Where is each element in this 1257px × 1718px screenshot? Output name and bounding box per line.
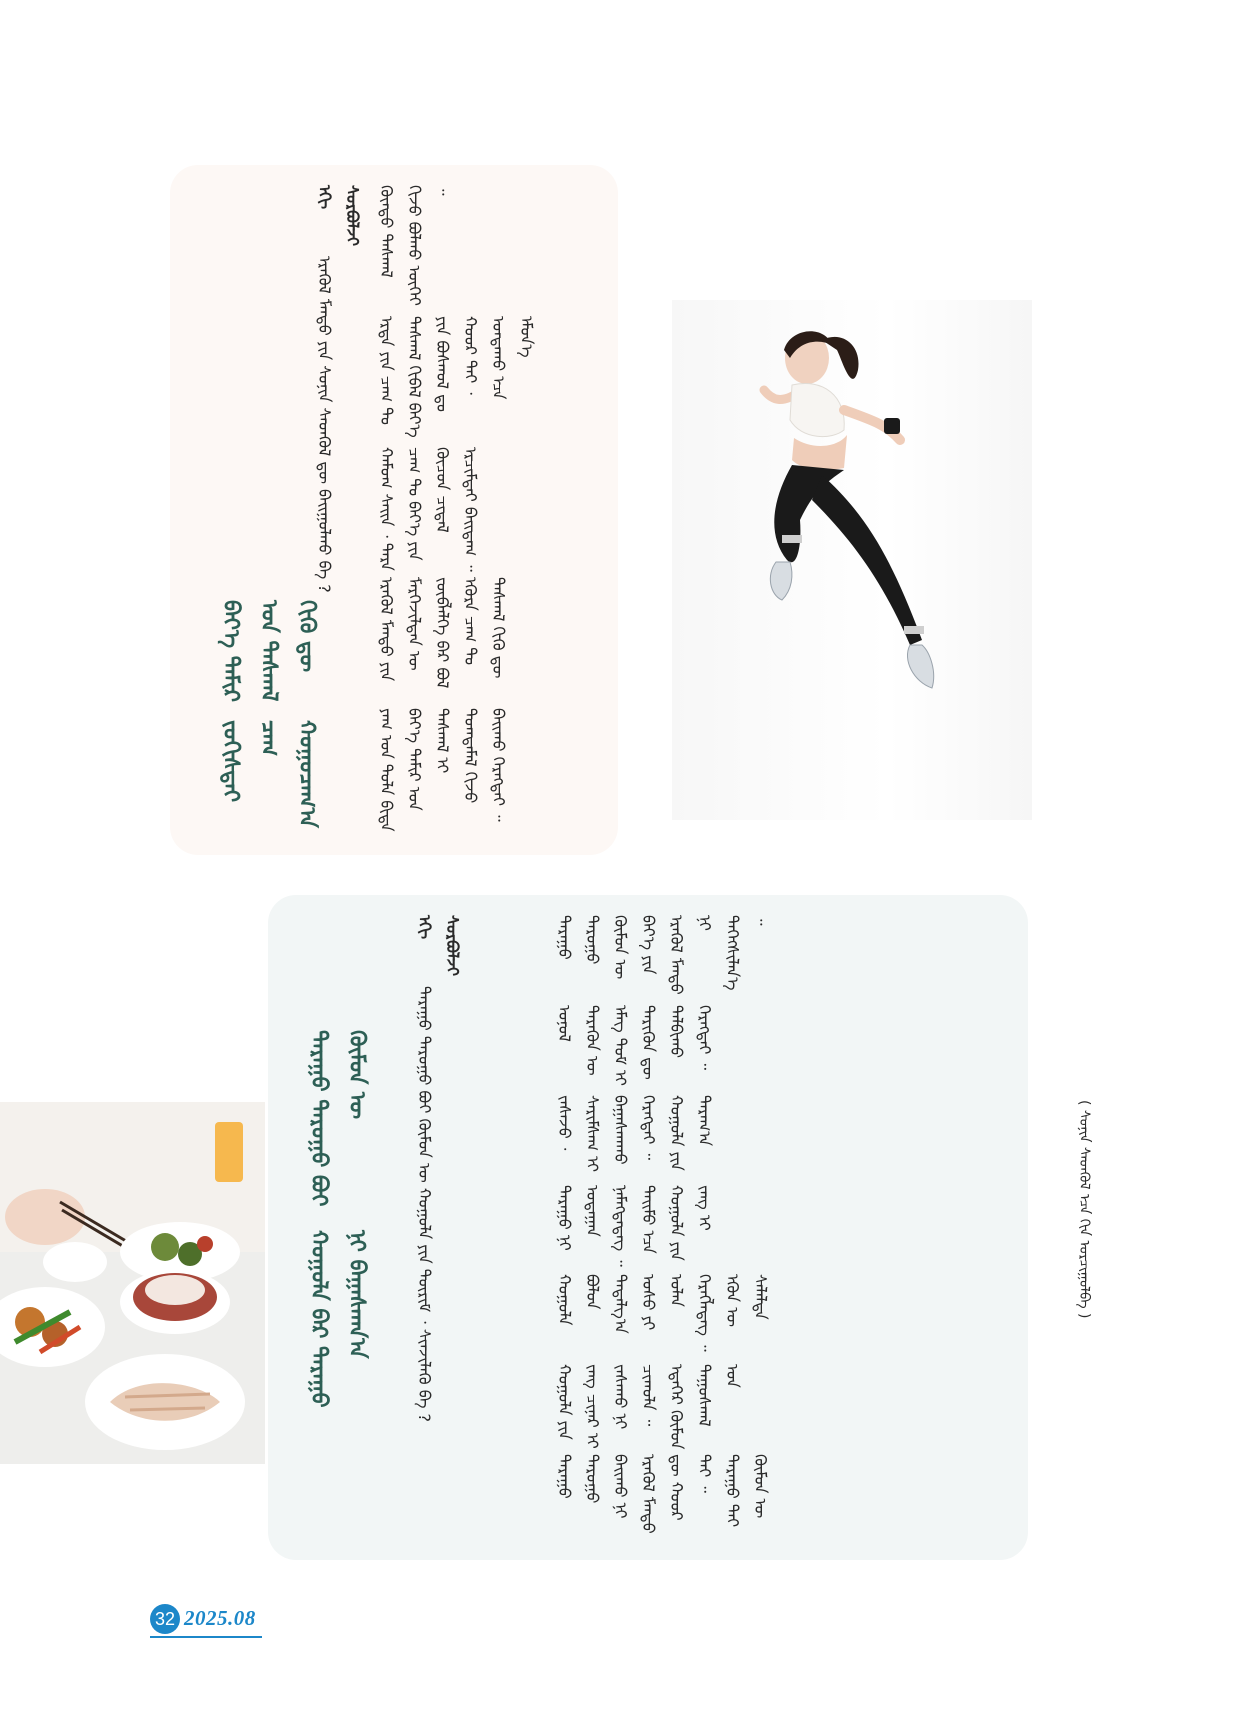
page-number-badge: [150, 1604, 180, 1634]
top-title-line-2: ᠵᠣᠬᠢᠰᠲᠠᠢ ᠴᠠᠭ ᠬᠤᠭᠤᠴᠠᠭ᠎ᠠ: [218, 720, 320, 828]
runner-photo: [672, 300, 1032, 820]
bottom-paragraph-line: ᠣᠨᠤᠯ ᠲᠡᠷᠡᠭᠦᠨ ᠦ ᠡᠮᠡᠭ ᠳᠣᠮ ᠢ ᠲᠡᠷᠢᠭᠦᠨ ᠳᠦ ᠲᠠᠯᠪᠢᠬᠤ ᠬᠡᠷᠡᠭᠲᠡᠢ ᠃: [555, 1004, 714, 1086]
top-paragraph-line: ᠶᠠᠭ ᠤᠨ ᠲᠤᠯᠠ ᠪᠢᠳᠡ ᠪᠡᠶ᠎ᠡ ᠲᠠᠮᠢᠷ ᠤᠨ ᠳᠠᠰᠬᠠᠯ ᠢ ᠲᠣᠭᠲᠠᠮᠠᠯ ᠬᠢᠵᠦ ᠪᠠᠢᠬᠤ ᠬᠡᠷᠡᠭᠲᠡᠢ ᠃: [377, 708, 508, 832]
top-paragraph-line: ᠬᠦᠨᠳᠦ ᠳᠠᠰᠬᠠᠯ ᠬᠢᠵᠦ ᠪᠣᠯᠬᠤ ᠦᠭᠡᠢ ᠃: [377, 185, 452, 306]
food-illustration: [0, 1102, 265, 1464]
footer-rule: [150, 1636, 262, 1638]
food-photo: [0, 1102, 265, 1464]
bottom-article-title: [300, 1030, 376, 1430]
bottom-paragraph-line: ᠬᠣᠭᠤᠯᠠ ᠶᠢᠨ ᠵᠠᠩ ᠴᠢᠨᠠᠷ ᠢ ᠵᠠᠰᠠᠬᠤ ᠨᠢ ᠴᠢᠬᠤᠯᠠ ᠃ ᠡᠳᠡᠭᠡᠷ ᠬᠦᠮᠦᠨ ᠳᠠᠭᠤᠰᠬᠠᠯ ᠤᠨ: [555, 1364, 742, 1450]
top-title-line-1: ᠪᠡᠶ᠎ᠡ ᠲᠠᠮᠢᠷ ᠤᠨ ᠳᠠᠰᠬᠠᠯ ᠬᠢᠬᠦ ᠳᠦ: [218, 600, 320, 702]
bottom-article-source: [410, 915, 466, 1540]
top-article-source: [310, 185, 366, 835]
top-source-text: ᠡᠷᠡᠭᠦᠯ ᠮᠡᠨᠳᠦ ᠶᠢᠨ ᠰᠣᠨᠢᠨ ᠰᠡᠳᠬᠦᠯ ᠳᠦ ᠪᠠᠢᠭᠤᠯᠬᠤ ᠪᠡ ?: [315, 256, 334, 593]
bottom-title-line-2: ᠬᠣᠭᠤᠯᠠ ᠪᠠᠷ ᠲᠠᠷᠠᠭᠤ ᠨᠢ ᠪᠠᠭᠠᠰᠬᠠᠨ᠎ᠠ: [306, 1230, 370, 1408]
top-paragraph-line: ᠡᠷᠡᠭᠦᠯ ᠮᠡᠨᠳᠦ ᠶᠢᠨ ᠮᠡᠷᠭᠡᠵᠢᠯᠲᠡᠨ ᠦ ᠵᠦᠪᠯᠡᠯᠭᠡ ᠪᠡᠷ ᠪᠣᠯ ᠡᠭᠦᠷᠡ ᠴᠠᠭ ᠲᠤ ᠳᠠᠰᠬᠠᠯ ᠬᠢᠬᠦ ᠳᠦ: [377, 577, 508, 689]
bottom-source-label: ᠡᠬᠢ ᠰᠤᠷᠪᠤᠯᠵᠢ: [415, 915, 462, 977]
bottom-paragraph-line: ᠲᠠᠷᠠᠭᠤ ᠳᠠᠷᠤᠭᠤ ᠪᠠᠢᠬᠤ ᠨᠢ ᠡᠷᠡᠭᠦᠯ ᠮᠡᠨᠳᠦ ᠳᠦ ᠬᠣᠤᠷ ᠲᠠᠢ ᠃ ᠲᠠᠷᠠᠭᠤ ᠲᠠᠢ ᠬᠦᠮᠦᠨ ᠦ: [555, 1454, 770, 1534]
bottom-source-text: ᠲᠠᠷᠠᠭᠤ ᠳᠠᠷᠤᠭᠤ ᠪᠤᠢ ᠬᠦᠮᠦᠨ ᠦ ᠬᠣᠭᠤᠯᠠ ᠶᠢᠨ ᠳᠦᠷᠢᠮ ᠂ ᠰᠢᠨᠵᠢᠯᠡᠬᠦ ᠪᠡ ?: [415, 985, 434, 1422]
top-paragraph-line: ᠡᠷᠲᠡ ᠶᠢᠨ ᠴᠠᠭ ᠲᠤ ᠳᠠᠰᠬᠠᠯ ᠬᠢᠪᠡᠯ ᠪᠡᠶ᠎ᠡ ᠶᠢᠨ ᠪᠣᠰᠬᠤᠯ ᠳᠤ ᠬᠣᠤᠷ ᠲᠠᠢ ᠂ ᠤᠨᠲᠠᠬᠤ ᠡᠴᠡ ᠡᠮᠦᠨ᠎ᠡ: [377, 315, 536, 438]
top-article-body: [372, 185, 540, 835]
bottom-paragraph-line: ᠬᠣᠭᠤᠯᠠ ᠪᠣᠯᠤᠨ ᠲᠠᠲᠠᠯᠭ᠎ᠠ ᠤᠰᠤ ᠶᠢ ᠣᠯᠠᠨ ᠬᠡᠷᠡᠭᠯᠡᠳᠡᠭ ᠃ ᠡᠭᠦᠨ ᠦ ᠰᠠᠯᠠᠯᠲᠠ: [555, 1274, 770, 1353]
page-number: 32: [154, 1608, 176, 1629]
bottom-title-line-1: ᠲᠠᠷᠠᠭᠤ ᠳᠠᠷᠤᠭᠤ ᠪᠤᠢ ᠬᠦᠮᠦᠨ ᠦ: [306, 1030, 370, 1207]
attribution-caption: [1070, 1100, 1098, 1540]
caption-text: ( ᠰᠣᠨᠢᠨ ᠰᠡᠳᠬᠦᠯ ᠡᠴᠡ ᠬᠢᠨ ᠣᠷᠴᠢᠭᠤᠯᠪᠠ ): [1076, 1100, 1092, 1319]
bottom-paragraph-line: ᠵᠠᠰᠠᠵᠤ ᠂ ᠰᠠᠷᠢᠮᠰᠠᠭ ᠢ ᠪᠠᠭᠠᠰᠬᠠᠬᠤ ᠬᠡᠷᠡᠭᠲᠡᠢ ᠃ ᠬᠣᠭᠤᠯᠠ ᠶᠢᠨ ᠳᠠᠷᠠᠭ᠎ᠠ: [555, 1094, 714, 1172]
bottom-article-body: [550, 915, 774, 1540]
top-source-label: ᠡᠬᠢ ᠰᠤᠷᠪᠤᠯᠵᠢ: [315, 185, 362, 247]
issue-date: 2025.08: [184, 1606, 256, 1630]
bottom-paragraph-line: ᠲᠠᠷᠠᠭᠤ ᠳᠠᠷᠤᠭᠤ ᠬᠦᠮᠦᠨ ᠦ ᠪᠡᠶ᠎ᠡ ᠶᠢᠨ ᠡᠷᠡᠭᠦᠯ ᠮᠡᠨᠳᠦ ᠨᠢ ᠳᠡᠭᠡᠭᠰᠢᠯᠡᠨ᠎ᠡ ᠃: [555, 914, 770, 995]
bottom-paragraph-line: ᠲᠠᠷᠠᠭᠤ ᠨᠢ ᠤᠳᠠᠭᠠᠨ ᠨᠡᠮᠡᠭᠳᠡᠳᠡᠭ ᠃ ᠲᠡᠢᠮᠦ ᠡᠴᠡ ᠬᠣᠭᠤᠯᠠ ᠶᠢᠨ ᠵᠠᠩ ᠢ: [555, 1184, 714, 1267]
runner-illustration: [672, 300, 1032, 820]
top-article-title: [212, 600, 326, 840]
top-paragraph-line: ᠬᠠᠮᠤᠭ ᠰᠠᠢᠨ ᠂ ᠲᠡᠷᠡ ᠴᠠᠭ ᠲᠤ ᠪᠡᠶ᠎ᠡ ᠶᠢᠨ ᠬᠦᠴᠦᠨ ᠴᠢᠳᠠᠯ ᠡᠷᠴᠢᠮᠲᠡᠢ ᠪᠠᠢᠳᠠᠭ ᠃: [377, 446, 480, 572]
